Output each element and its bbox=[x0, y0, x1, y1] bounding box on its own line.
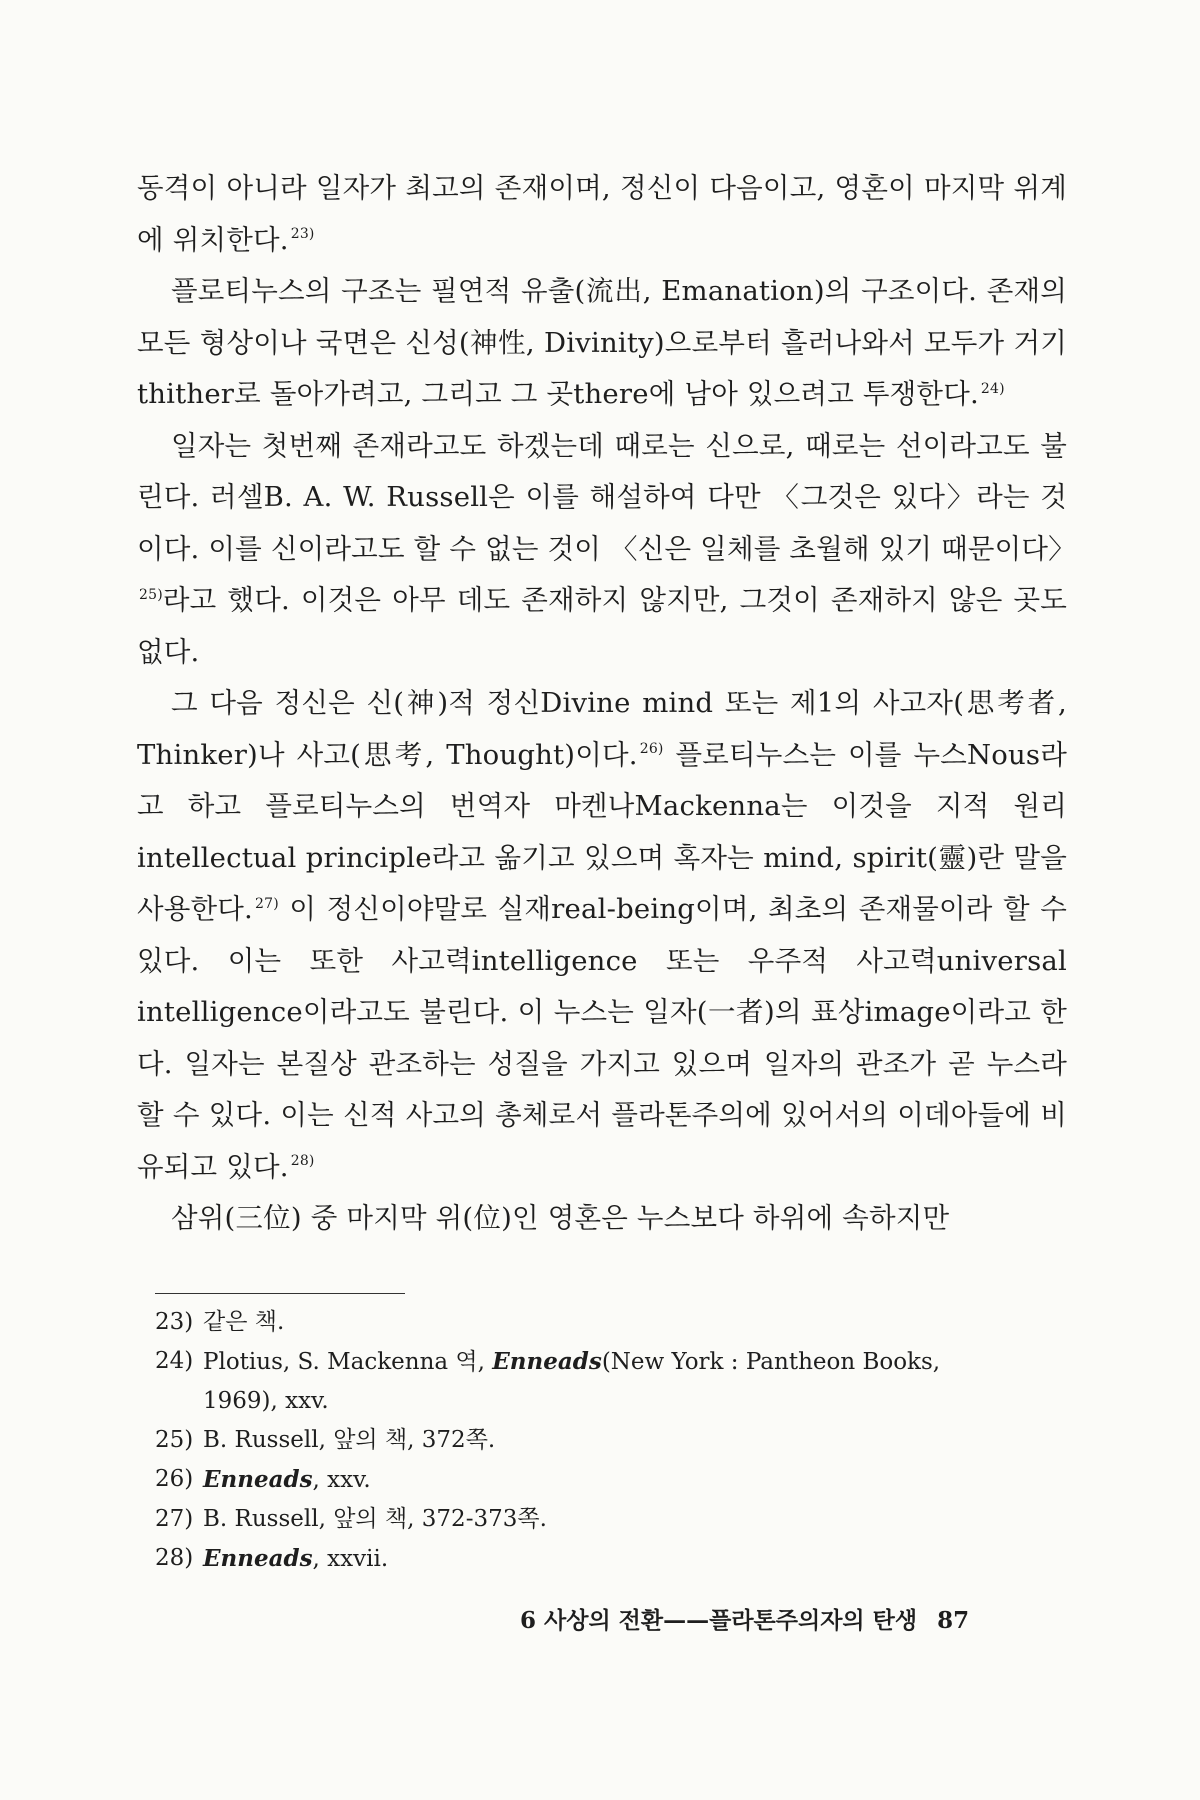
footnote-number: 23) bbox=[155, 1309, 194, 1335]
footnote-ref: 24) bbox=[980, 380, 1005, 397]
footnote-23 bbox=[155, 1303, 1055, 1342]
footnote-ref: 27) bbox=[255, 895, 279, 912]
footnotes bbox=[155, 1303, 1055, 1579]
text-run: 이 정신이야말로 실재real-being이며, 최초의 존재물이라 할 수 있다. 이는 또한 사고력intelligence 또는 우주적 사고력universal intelligence이라고도 불린다. 이 누스는 일자(一者)의 표상image이라고 한다. 일자는 본질상 관조하는 성질을 가지고 있으며 일자의 관조가 곧 누스라 할 수 있다. 이는 신적 사고의 총체로서 플라톤주의에 있어서의 이데아들에 비유되고 있다. bbox=[137, 893, 1067, 1183]
footnote-number: 26) bbox=[155, 1466, 194, 1492]
footnote-ref: 28) bbox=[290, 1153, 315, 1170]
footnote-28 bbox=[155, 1539, 1055, 1579]
footnote-text-run: , xxv. bbox=[312, 1467, 371, 1493]
footnote-text bbox=[203, 1539, 1055, 1579]
footnote-number: 27) bbox=[155, 1506, 194, 1532]
footnote-ref: 26) bbox=[639, 741, 664, 758]
paragraph bbox=[137, 421, 1076, 679]
footnote-ref: 25) bbox=[139, 586, 163, 603]
paragraph bbox=[137, 266, 1067, 421]
footnote-26 bbox=[155, 1460, 1055, 1500]
paragraph bbox=[137, 678, 1067, 1193]
footnote-text bbox=[203, 1342, 1055, 1382]
footnote-24 bbox=[155, 1342, 1055, 1382]
book-title: Enneads bbox=[492, 1348, 602, 1375]
footnote-separator bbox=[155, 1293, 405, 1294]
book-title: Enneads bbox=[203, 1466, 313, 1493]
text-run: 라고 했다. 이것은 아무 데도 존재하지 않지만, 그것이 존재하지 않은 곳도 없다. bbox=[137, 584, 1067, 668]
footnote-text: B. Russell, 앞의 책, 372-373쪽. bbox=[203, 1506, 547, 1532]
footnote-25 bbox=[155, 1421, 1055, 1460]
footnote-24-continuation: 1969), xxv. bbox=[203, 1388, 329, 1414]
book-title: Enneads bbox=[203, 1545, 313, 1572]
footnote-text: 같은 책. bbox=[203, 1309, 285, 1335]
paragraph bbox=[137, 163, 1067, 266]
footnote-number: 24) bbox=[155, 1348, 194, 1374]
text-run: 플로티누스는 이를 누스Nous라고 하고 플로티누스의 번역자 마켄나Mackenna는 이것을 지적 원리intellectual principle라고 옮기고 있으며 혹자는 mind, spirit(靈)란 말을 사용한다. bbox=[137, 738, 1067, 925]
footnote-ref: 23) bbox=[290, 226, 315, 243]
text-run: 일자는 첫번째 존재라고도 하겠는데 때로는 신으로, 때로는 선이라고도 불린다. 러셀B. A. W. Russell은 이를 해설하여 다만 〈그것은 있다〉라는 것이다. 이를 신이라고도 할 수 없는 것이 〈신은 일체를 초월해 있기 때문이다〉 bbox=[137, 429, 1076, 565]
main-text bbox=[137, 163, 1076, 1245]
running-footer bbox=[520, 1602, 969, 1635]
text-run: 그 다음 정신은 신(神)적 정신Divine mind 또는 제1의 사고자(思考者, Thinker)나 사고(思考, Thought)이다. bbox=[137, 687, 1067, 771]
text-run: 동격이 아니라 일자가 최고의 존재이며, 정신이 다음이고, 영혼이 마지막 위계에 위치한다. bbox=[137, 172, 1067, 256]
text-run: 삼위(三位) 중 마지막 위(位)인 영혼은 누스보다 하위에 속하지만 bbox=[171, 1202, 950, 1234]
chapter-title: 6 사상의 전환——플라톤주의자의 탄생 bbox=[520, 1607, 918, 1634]
footnote-27 bbox=[155, 1500, 1055, 1539]
footnote-text-run: Plotius, S. Mackenna 역, bbox=[203, 1349, 493, 1375]
footnote-text: B. Russell, 앞의 책, 372쪽. bbox=[203, 1427, 496, 1453]
text-run: 플로티누스의 구조는 필연적 유출(流出, Emanation)의 구조이다. 존재의 모든 형상이나 국면은 신성(神性, Divinity)으로부터 흘러나와서 모두가 거기thither로 돌아가려고, 그리고 그 곳there에 남아 있으려고 투쟁한다. bbox=[137, 275, 1067, 410]
footnote-number: 28) bbox=[155, 1545, 194, 1571]
footnote-text-run: , xxvii. bbox=[312, 1546, 389, 1572]
paragraph bbox=[137, 1193, 1067, 1245]
page-number: 87 bbox=[937, 1607, 970, 1634]
footnote-text bbox=[203, 1460, 1055, 1500]
footnote-number: 25) bbox=[155, 1427, 194, 1453]
footnote-text-run: (New York : Pantheon Books, bbox=[601, 1349, 941, 1375]
